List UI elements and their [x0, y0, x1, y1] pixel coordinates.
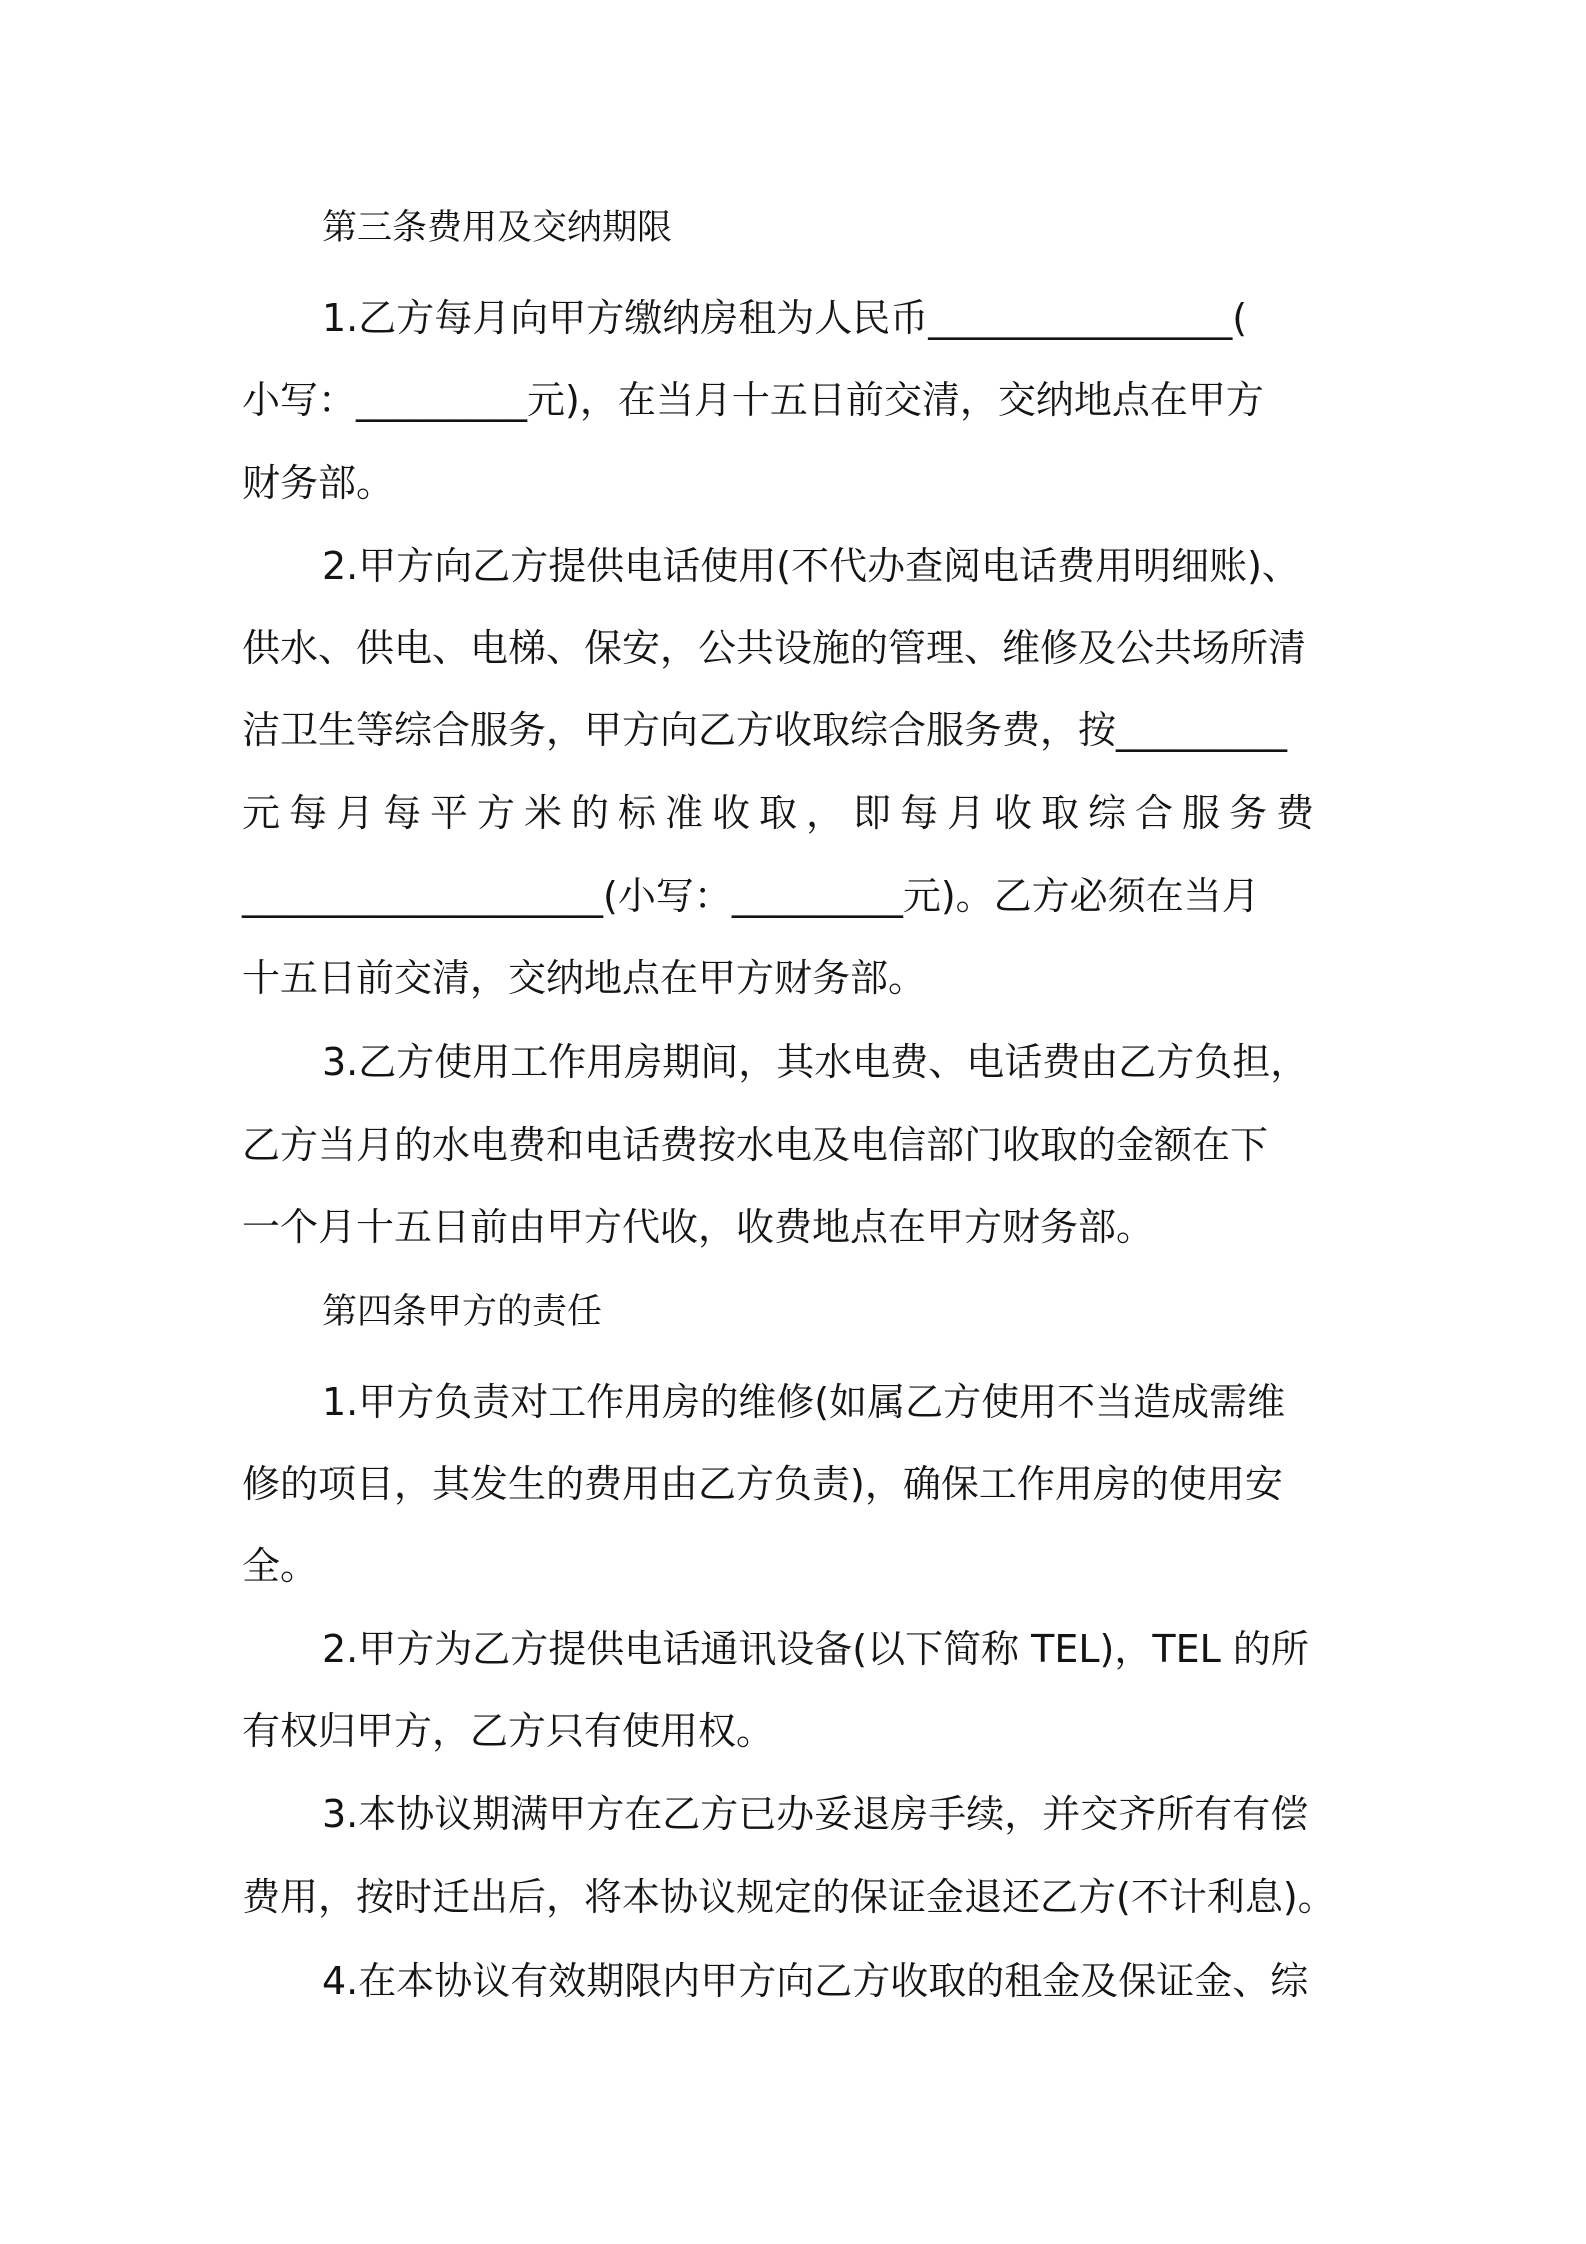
paragraph-line: 1.乙方每月向甲方缴纳房租为人民币________________(	[322, 296, 1248, 340]
paragraph-line: 元每月每平方米的标准收取，即每月收取综合服务费	[242, 791, 1324, 835]
section-heading-3: 第三条费用及交纳期限	[322, 208, 673, 248]
paragraph-line: 全。	[242, 1544, 319, 1588]
paragraph-line: 3.乙方使用工作用房期间，其水电费、电话费由乙方负担，	[322, 1040, 1309, 1084]
paragraph-line: 4.在本协议有效期限内甲方向乙方收取的租金及保证金、综	[322, 1959, 1309, 2003]
paragraph-line: 小写：_________元)，在当月十五日前交清，交纳地点在甲方	[242, 378, 1264, 422]
paragraph-line: 供水、供电、电梯、保安，公共设施的管理、维修及公共场所清	[242, 626, 1307, 670]
paragraph-line: 3.本协议期满甲方在乙方已办妥退房手续，并交齐所有有偿	[322, 1792, 1309, 1836]
paragraph-line: 2.甲方为乙方提供电话通讯设备(以下简称 TEL)，TEL 的所	[322, 1627, 1309, 1671]
paragraph-line: 一个月十五日前由甲方代收，收费地点在甲方财务部。	[242, 1205, 1155, 1249]
paragraph-line: ___________________(小写：_________元)。乙方必须在当月	[242, 874, 1260, 918]
paragraph-line: 费用，按时迁出后，将本协议规定的保证金退还乙方(不计利息)。	[242, 1875, 1336, 1919]
paragraph-line: 有权归甲方，乙方只有使用权。	[242, 1709, 775, 1753]
paragraph-line: 十五日前交清，交纳地点在甲方财务部。	[242, 956, 927, 1000]
paragraph-line: 乙方当月的水电费和电话费按水电及电信部门收取的金额在下	[242, 1123, 1269, 1167]
paragraph-line: 1.甲方负责对工作用房的维修(如属乙方使用不当造成需维	[322, 1380, 1286, 1424]
paragraph-line: 修的项目，其发生的费用由乙方负责)，确保工作用房的使用安	[242, 1462, 1283, 1506]
paragraph-line: 2.甲方向乙方提供电话使用(不代办查阅电话费用明细账)、	[322, 544, 1300, 588]
paragraph-line: 洁卫生等综合服务，甲方向乙方收取综合服务费，按_________	[242, 708, 1288, 752]
section-heading-4: 第四条甲方的责任	[322, 1292, 603, 1332]
paragraph-line: 财务部。	[242, 461, 395, 505]
